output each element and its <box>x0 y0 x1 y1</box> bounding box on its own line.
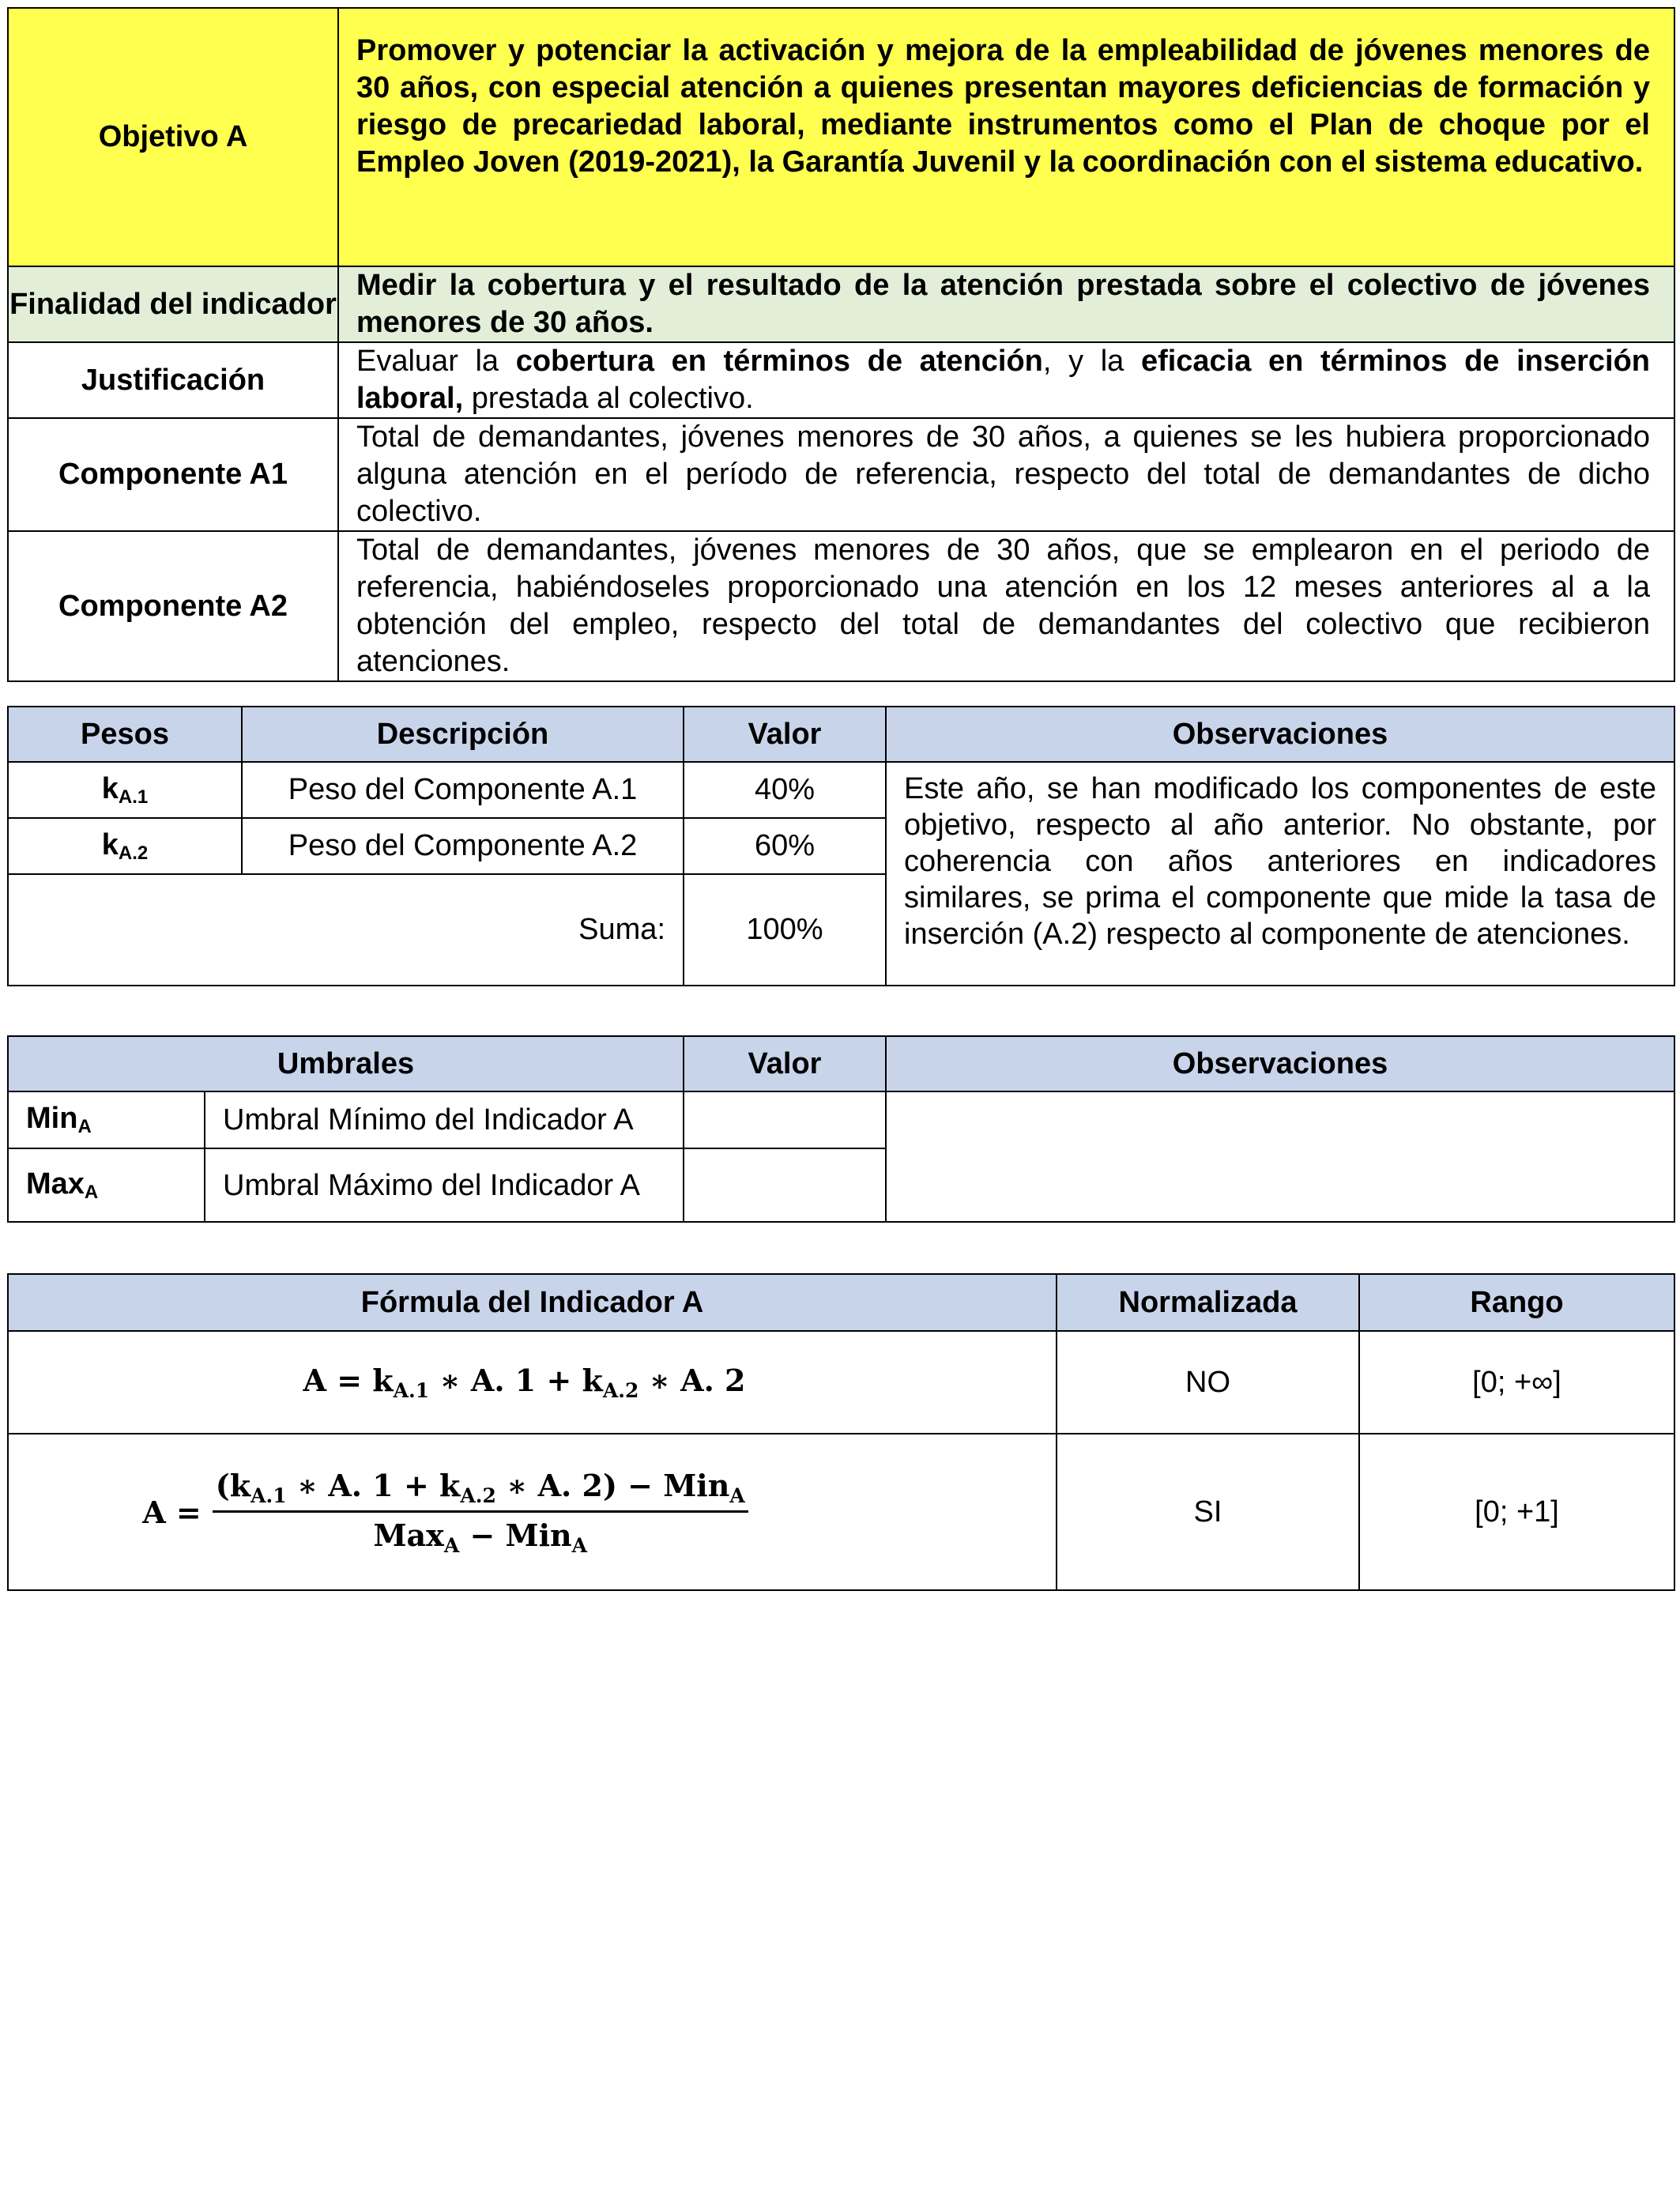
threshold-row-min <box>8 1091 1674 1148</box>
formula-raw-expression <box>303 1363 746 1402</box>
justification-part: , y la <box>1042 345 1141 378</box>
formula-den-max-sub: A <box>443 1533 460 1557</box>
formula-header-formula: Fórmula del Indicador A <box>8 1274 1057 1331</box>
formula-den-min: − Min <box>459 1517 572 1553</box>
formula-raw-normalized: NO <box>1057 1331 1359 1434</box>
weight-description: Peso del Componente A.1 <box>242 762 684 818</box>
formula-k2-sub: A.2 <box>460 1483 496 1507</box>
threshold-min-symbol <box>8 1091 205 1148</box>
justification-part: Evaluar la <box>356 345 516 378</box>
formula-header-normalizada: Normalizada <box>1057 1274 1359 1331</box>
justification-bold-efficacy: eficacia en términos de inserción laboral, <box>356 345 1651 415</box>
weight-symbol <box>8 818 242 874</box>
formula-row-normalized <box>8 1434 1674 1590</box>
weights-header-descripcion: Descripción <box>242 707 684 762</box>
formula-table <box>7 1273 1675 1591</box>
thresholds-header-valor: Valor <box>684 1036 886 1091</box>
formula-op1: ∗ A. 1 + <box>296 1467 429 1503</box>
component-a1-label: Componente A1 <box>8 418 338 531</box>
weights-observations: Este año, se han modificado los componentes de este objetivo, respecto al año anterior. No obstante, por coherencia con años anteriores en indicadores similares, se prima el componente que mide la tasa de inserción (A.2) respecto al componente de atenciones. <box>886 762 1674 986</box>
component-a1-row <box>8 418 1674 531</box>
component-a2-text: Total de demandantes, jóvenes menores de 30 años, que se emplearon en el periodo de referencia, habiéndoseles proporcionado una atención en los 12 meses anteriores al a la obtención del empleo, respecto del total de demandantes del colectivo que recibieron atenciones. <box>338 531 1674 681</box>
formula-k1: k <box>372 1363 394 1398</box>
formula-op1: ∗ A. 1 + <box>439 1363 572 1398</box>
formula-normalized-range: [0; +1] <box>1359 1434 1674 1590</box>
weight-description: Peso del Componente A.2 <box>242 818 684 874</box>
formula-lhs: A = <box>303 1363 363 1398</box>
formula-fraction <box>213 1468 748 1557</box>
justification-part: prestada al colectivo. <box>463 382 754 415</box>
component-a2-row <box>8 531 1674 681</box>
purpose-row <box>8 266 1674 342</box>
weight-row <box>8 762 1674 818</box>
formula-raw <box>8 1331 1057 1434</box>
threshold-max-description: Umbral Máximo del Indicador A <box>205 1148 684 1222</box>
weights-header-row <box>8 707 1674 762</box>
weight-symbol-k: k <box>101 771 119 805</box>
weights-table <box>7 706 1675 986</box>
weight-symbol <box>8 762 242 818</box>
formula-raw-range: [0; +∞] <box>1359 1331 1674 1434</box>
purpose-label: Finalidad del indicador <box>8 266 338 342</box>
weights-header-observaciones: Observaciones <box>886 707 1674 762</box>
weight-symbol-k: k <box>101 827 119 861</box>
formula-k1-sub: A.1 <box>393 1379 430 1402</box>
formula-den-min-sub: A <box>571 1533 588 1557</box>
purpose-text: Medir la cobertura y el resultado de la atención prestada sobre el colectivo de jóvenes menores de 30 años. <box>338 266 1674 342</box>
threshold-min-value <box>684 1091 886 1148</box>
formula-normalized-expression <box>142 1468 748 1557</box>
weights-sum-value: 100% <box>684 874 886 986</box>
weights-header-pesos: Pesos <box>8 707 242 762</box>
objective-label: Objetivo A <box>8 8 338 266</box>
objective-row <box>8 8 1674 266</box>
component-a2-label: Componente A2 <box>8 531 338 681</box>
formula-normalized-normalized: SI <box>1057 1434 1359 1590</box>
thresholds-header-observaciones: Observaciones <box>886 1036 1674 1091</box>
weight-value: 40% <box>684 762 886 818</box>
formula-op2: ∗ A. 2) − Min <box>507 1467 730 1503</box>
formula-header-rango: Rango <box>1359 1274 1674 1331</box>
threshold-max-value <box>684 1148 886 1222</box>
formula-min-sub: A <box>729 1483 745 1507</box>
justification-text <box>338 342 1674 418</box>
component-a1-text: Total de demandantes, jóvenes menores de 30 años, a quienes se les hubiera proporcionado alguna atención en el período de referencia, respecto del total de demandantes de dicho colectivo. <box>338 418 1674 531</box>
threshold-min-symbol-text: Min <box>26 1102 78 1135</box>
justification-row <box>8 342 1674 418</box>
formula-k2: k <box>582 1363 603 1398</box>
thresholds-table <box>7 1035 1675 1223</box>
weight-symbol-sub: A.2 <box>118 842 149 864</box>
weights-sum-label: Suma: <box>8 874 684 986</box>
formula-k1: k <box>229 1467 251 1503</box>
weights-header-valor: Valor <box>684 707 886 762</box>
formula-numerator <box>213 1468 748 1513</box>
threshold-min-description: Umbral Mínimo del Indicador A <box>205 1091 684 1148</box>
weight-value: 60% <box>684 818 886 874</box>
formula-normalized <box>8 1434 1057 1590</box>
formula-k2-sub: A.2 <box>602 1379 639 1402</box>
thresholds-header-row <box>8 1036 1674 1091</box>
formula-k2: k <box>439 1467 461 1503</box>
formula-header-row <box>8 1274 1674 1331</box>
thresholds-observations <box>886 1091 1674 1222</box>
formula-lhs: A = <box>142 1494 202 1530</box>
weight-symbol-sub: A.1 <box>118 786 149 808</box>
objective-table <box>7 7 1675 682</box>
justification-bold-coverage: cobertura en términos de atención <box>515 345 1043 378</box>
formula-paren: ( <box>215 1467 230 1503</box>
formula-denominator <box>373 1513 587 1557</box>
threshold-min-symbol-sub: A <box>77 1116 92 1137</box>
threshold-max-symbol <box>8 1148 205 1222</box>
justification-label: Justificación <box>8 342 338 418</box>
threshold-max-symbol-sub: A <box>84 1181 99 1203</box>
objective-text: Promover y potenciar la activación y mejora de la empleabilidad de jóvenes menores de 30 años, con especial atención a quienes presentan mayores deficiencias de formación y riesgo de precariedad laboral, mediante instrumentos como el Plan de choque por el Empleo Joven (2019-2021), la Garantía Juvenil y la coordinación con el sistema educativo. <box>338 8 1674 266</box>
thresholds-header-umbrales: Umbrales <box>8 1036 684 1091</box>
formula-den-max: Max <box>373 1517 444 1553</box>
threshold-max-symbol-text: Max <box>26 1167 85 1201</box>
formula-row-raw <box>8 1331 1674 1434</box>
formula-k1-sub: A.1 <box>250 1483 287 1507</box>
formula-op2: ∗ A. 2 <box>649 1363 746 1398</box>
